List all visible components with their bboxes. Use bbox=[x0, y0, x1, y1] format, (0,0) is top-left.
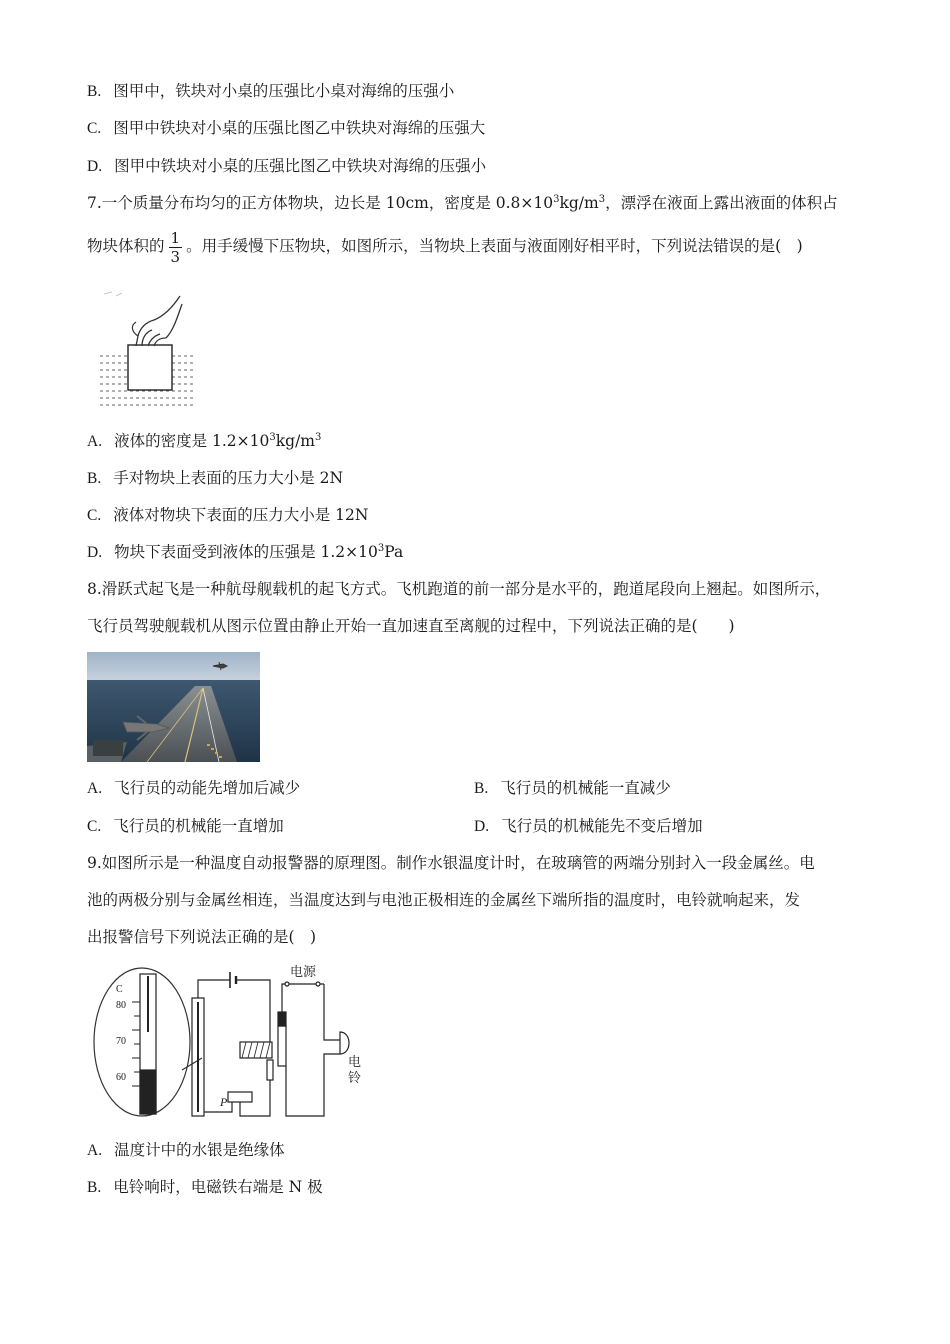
option-text: 飞行员的机械能一直减少 bbox=[500, 779, 671, 797]
q6-option-c bbox=[87, 117, 485, 140]
q8-option-b bbox=[474, 777, 671, 800]
fraction bbox=[169, 229, 183, 266]
q9-alarm-circuit-figure bbox=[92, 962, 370, 1122]
option-letter: B. bbox=[87, 1179, 102, 1196]
option-text: 手对物块上表面的压力大小是 2N bbox=[113, 469, 344, 487]
superscript: 3 bbox=[553, 193, 560, 205]
superscript: 3 bbox=[314, 431, 322, 443]
option-text: 图甲中铁块对小桌的压强比图乙中铁块对海绵的压强小 bbox=[114, 157, 487, 175]
option-text: 温度计中的水银是绝缘体 bbox=[114, 1141, 285, 1159]
q7-option-b bbox=[87, 467, 343, 490]
q7-stem-text: ，漂浮在液面上露出液面的体积占 bbox=[605, 194, 838, 212]
option-text: 飞行员的机械能先不变后增加 bbox=[501, 817, 703, 835]
contact-p-label: P bbox=[220, 1095, 228, 1109]
option-text: 液体对物块下表面的压力大小是 12N bbox=[113, 506, 369, 524]
q8-stem-text: 飞行员驾驶舰载机从图示位置由静止开始一直加速直至离舰的过程中，下列说法正确的是( ) bbox=[87, 617, 735, 635]
q6-option-d bbox=[87, 155, 486, 178]
option-text: 图甲中，铁块对小桌的压强比小桌对海绵的压强小 bbox=[113, 82, 455, 100]
q9-stem-line-2 bbox=[87, 889, 800, 911]
q9-stem-line-3 bbox=[87, 926, 316, 948]
q8-stem-line-1 bbox=[87, 578, 830, 600]
option-letter: D. bbox=[87, 158, 103, 175]
option-text: 图甲中铁块对小桌的压强比图乙中铁块对海绵的压强大 bbox=[113, 119, 486, 137]
q8-stem-line-2 bbox=[87, 615, 735, 637]
q9-stem-text: 池的两极分别与金属丝相连，当温度达到与电池正极相连的金属丝下端所指的温度时，电铃就响起来，发 bbox=[87, 891, 801, 909]
option-text: 物块下表面受到液体的压强是 1.2×10 bbox=[114, 543, 378, 561]
fraction-numerator: 1 bbox=[170, 228, 181, 247]
q8-option-c bbox=[87, 815, 284, 838]
option-letter: C. bbox=[87, 818, 102, 835]
q8-carrier-photo bbox=[87, 652, 260, 762]
option-letter: A. bbox=[87, 780, 103, 797]
tick-label: 70 bbox=[116, 1036, 126, 1047]
option-text: 电铃响时，电磁铁右端是 N 极 bbox=[113, 1178, 323, 1196]
superscript: 3 bbox=[269, 431, 276, 443]
q7-stem-text: kg/m bbox=[559, 194, 599, 212]
bell-label-2: 铃 bbox=[348, 1071, 362, 1086]
q9-stem-text: 9.如图所示是一种温度自动报警器的原理图。制作水银温度计时，在玻璃管的两端分别封入一段金属丝。电 bbox=[87, 854, 815, 872]
option-text: Pa bbox=[384, 543, 404, 561]
fraction-denominator: 3 bbox=[170, 247, 181, 266]
option-letter: A. bbox=[87, 433, 103, 450]
q7-block-figure bbox=[92, 282, 202, 414]
q9-stem-line-1 bbox=[87, 852, 815, 874]
option-text: 飞行员的动能先增加后减少 bbox=[114, 779, 301, 797]
q7-stem-line-1 bbox=[87, 192, 838, 214]
tick-label: 60 bbox=[116, 1072, 126, 1083]
option-letter: D. bbox=[474, 818, 490, 835]
q9-stem-text: 出报警信号下列说法正确的是( ) bbox=[87, 928, 317, 946]
q8-stem-text: 8.滑跃式起飞是一种航母舰载机的起飞方式。飞机跑道的前一部分是水平的，跑道尾段向上翘起。如图所示， bbox=[87, 580, 831, 598]
option-letter: B. bbox=[87, 470, 102, 487]
q7-stem-text: 物块体积的 bbox=[87, 237, 165, 255]
thermometer-unit-label: C bbox=[116, 984, 123, 995]
q9-option-b bbox=[87, 1176, 323, 1199]
option-letter: B. bbox=[474, 780, 489, 797]
q9-option-a bbox=[87, 1139, 285, 1162]
q6-option-b bbox=[87, 80, 454, 103]
q7-stem-line-2 bbox=[87, 226, 803, 266]
q7-stem-text: 。用手缓慢下压物块，如图所示，当物块上表面与液面刚好相平时，下列说法错误的是( ) bbox=[186, 237, 803, 255]
tick-label: 80 bbox=[116, 1000, 126, 1011]
q7-option-c bbox=[87, 504, 368, 527]
option-letter: D. bbox=[87, 544, 103, 561]
q8-option-a bbox=[87, 777, 300, 800]
option-text: 液体的密度是 1.2×10 bbox=[114, 432, 270, 450]
q8-option-d bbox=[474, 815, 703, 838]
option-text: 飞行员的机械能一直增加 bbox=[113, 817, 284, 835]
bell-label-1: 电 bbox=[348, 1055, 362, 1070]
option-text: kg/m bbox=[275, 432, 315, 450]
q7-option-d bbox=[87, 541, 403, 564]
superscript: 3 bbox=[598, 193, 606, 205]
option-letter: A. bbox=[87, 1142, 103, 1159]
q7-stem-text: 7.一个质量分布均匀的正方体物块，边长是 10cm，密度是 0.8×10 bbox=[87, 194, 554, 212]
option-letter: B. bbox=[87, 83, 102, 100]
option-letter: C. bbox=[87, 507, 102, 524]
option-letter: C. bbox=[87, 120, 102, 137]
superscript: 3 bbox=[377, 542, 385, 554]
q7-option-a bbox=[87, 430, 321, 453]
power-source-label: 电源 bbox=[290, 965, 317, 980]
